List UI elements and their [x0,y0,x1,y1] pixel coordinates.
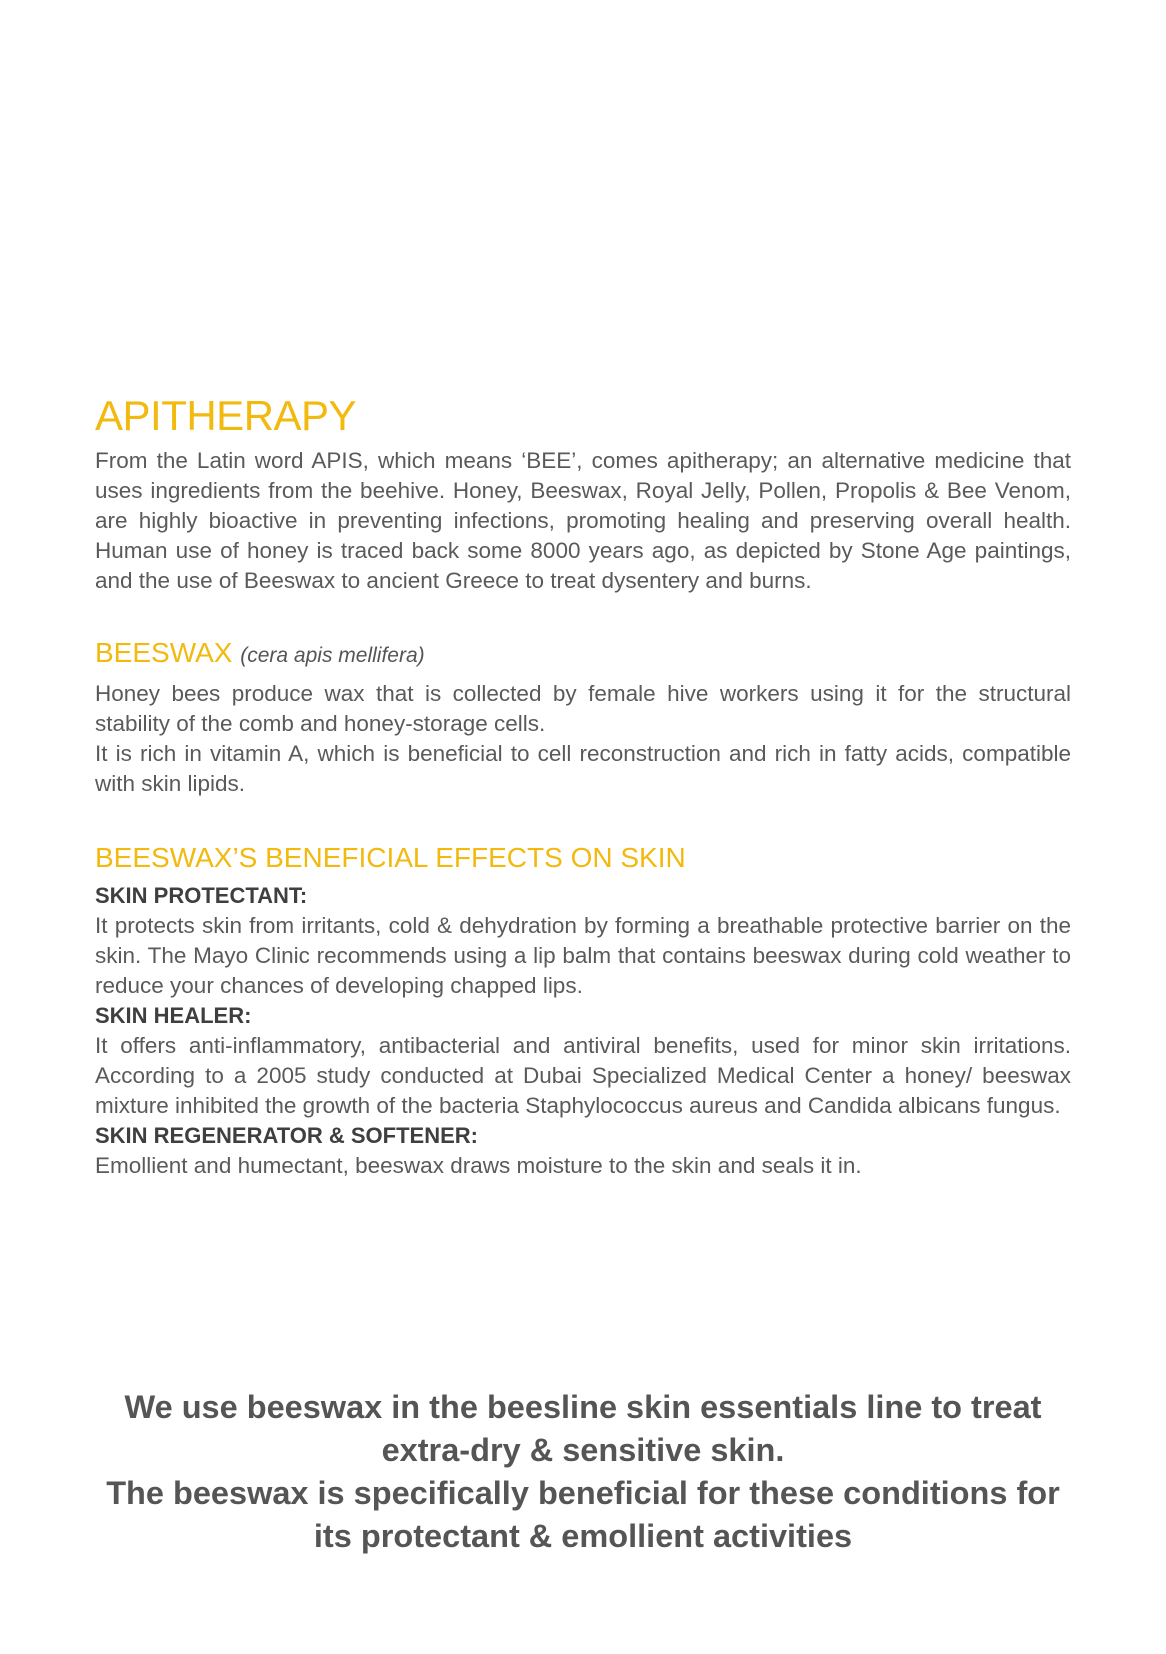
document-body [95,392,1071,1181]
effect-item-regenerator [95,1121,1071,1181]
effects-title: BEESWAX’S BENEFICIAL EFFECTS ON SKIN [95,842,686,873]
section-beeswax [95,636,1071,799]
effect-heading: SKIN PROTECTANT: [95,883,308,908]
effect-text: It protects skin from irritants, cold & dehydration by forming a breathable protective barrier on the skin. The Mayo Clinic recommends using a lip balm that contains beeswax during cold weather to reduce your chances of developing chapped lips. [95,913,1071,998]
beeswax-heading [95,636,1071,673]
section-apitherapy [95,392,1071,596]
effect-text: It offers anti-inflammatory, antibacterial and antiviral benefits, used for minor skin irritations. According to a 2005 study conducted at Dubai Specialized Medical Center a honey/ beeswax mixture inhibited the growth of the bacteria Staphylococcus aureus and Candida albicans fungus. [95,1033,1071,1118]
closing-statement [95,1386,1071,1558]
effect-heading: SKIN REGENERATOR & SOFTENER: [95,1123,478,1148]
beeswax-latin-name: (cera apis mellifera) [240,644,425,667]
effect-item-healer [95,1001,1071,1121]
closing-line-1: We use beeswax in the beesline skin essentials line to treat extra-dry & sensitive skin. [124,1389,1042,1468]
effect-text: Emollient and humectant, beeswax draws moisture to the skin and seals it in. [95,1153,862,1178]
apitherapy-title: APITHERAPY [95,392,357,439]
beeswax-title: BEESWAX [95,637,233,668]
apitherapy-paragraph: From the Latin word APIS, which means ‘BEE’, comes apitherapy; an alternative medicine that uses ingredients from the beehive. Honey, Beeswax, Royal Jelly, Pollen, Propolis & Bee Venom, are highly bioactive in preventing infections, promoting healing and preserving overall health. Human use of honey is traced back some 8000 years ago, as depicted by Stone Age paintings, and the use of Beeswax to ancient Greece to treat dysentery and burns. [95,448,1071,593]
beeswax-paragraph-2: It is rich in vitamin A, which is beneficial to cell reconstruction and rich in fatty acids, compatible with skin lipids. [95,741,1071,796]
closing-line-2: The beeswax is specifically beneficial for these conditions for its protectant & emollient activities [106,1475,1060,1554]
effect-heading: SKIN HEALER: [95,1003,252,1028]
section-beneficial-effects [95,841,1071,1181]
beeswax-paragraph-1: Honey bees produce wax that is collected by female hive workers using it for the structural stability of the comb and honey-storage cells. [95,681,1071,736]
effect-item-protectant [95,881,1071,1001]
